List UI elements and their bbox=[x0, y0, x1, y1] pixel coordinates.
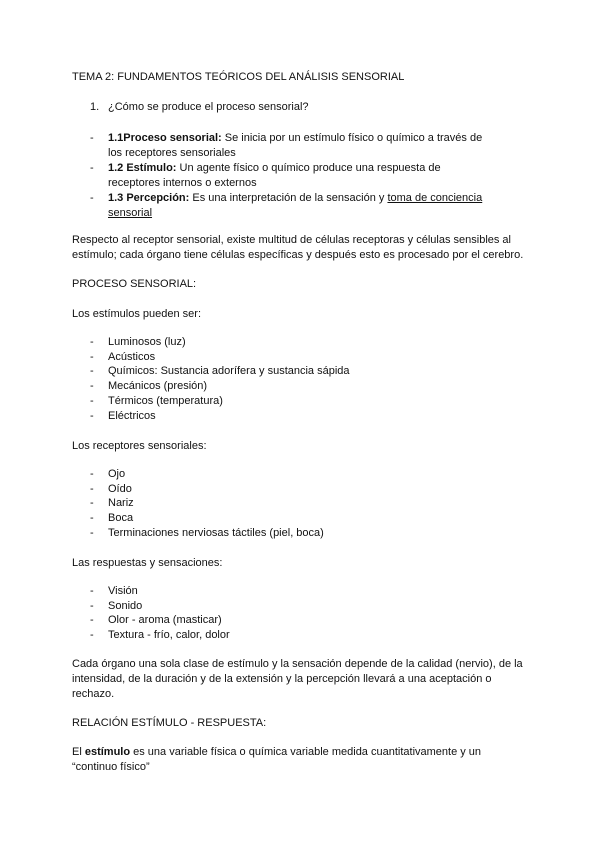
page-title: TEMA 2: FUNDAMENTOS TEÓRICOS DEL ANÁLISIS SENSORIAL bbox=[72, 71, 405, 83]
dash-bullet: - bbox=[90, 614, 94, 627]
question-list bbox=[72, 100, 309, 115]
list-item-text: Olor - aroma (masticar) bbox=[108, 614, 222, 627]
dash-bullet: - bbox=[90, 132, 94, 144]
receptors-list bbox=[72, 467, 324, 541]
list-item bbox=[72, 364, 350, 379]
dash-bullet: - bbox=[90, 599, 94, 612]
list-item bbox=[72, 394, 350, 409]
list-number: 1. bbox=[90, 101, 100, 113]
list-item bbox=[72, 335, 350, 350]
list-item bbox=[72, 599, 230, 614]
list-item bbox=[72, 482, 324, 497]
list-item bbox=[72, 100, 309, 115]
dash-bullet: - bbox=[90, 629, 94, 642]
dash-bullet: - bbox=[90, 468, 94, 480]
dash-bullet: - bbox=[90, 526, 94, 539]
dash-bullet: - bbox=[90, 161, 94, 174]
dash-bullet: - bbox=[90, 497, 94, 510]
paragraph-organ: Cada órgano una sola clase de estímulo y la sensación depende de la calidad (nervio), de la intensidad, de la duración y de la extensión y la percepción llevará a una aceptación o rechazo. bbox=[72, 658, 523, 700]
definition-list bbox=[72, 131, 488, 221]
dash-bullet: - bbox=[90, 365, 94, 378]
stimuli-list bbox=[72, 335, 350, 423]
list-item bbox=[72, 526, 324, 541]
list-item-text: Mecánicos (presión) bbox=[108, 380, 208, 393]
paragraph-text: es una variable física o química variable medida cuantitativamente y un “continuo físico” bbox=[72, 746, 482, 773]
receptors-intro: Los receptores sensoriales: bbox=[72, 440, 207, 452]
dash-bullet: - bbox=[90, 380, 94, 393]
underlined-text: toma de conciencia sensorial bbox=[108, 191, 483, 219]
dash-bullet: - bbox=[90, 336, 94, 348]
dash-bullet: - bbox=[90, 585, 94, 597]
dash-bullet: - bbox=[90, 350, 94, 363]
section-heading-relacion: RELACIÓN ESTÍMULO - RESPUESTA: bbox=[72, 717, 267, 729]
list-item bbox=[72, 350, 350, 365]
list-item-text: Térmicos (temperatura) bbox=[108, 394, 223, 407]
definition-term: 1.1Proceso sensorial: bbox=[108, 132, 222, 144]
section-heading-proceso: PROCESO SENSORIAL: bbox=[72, 278, 197, 290]
list-item-text: Sonido bbox=[108, 599, 143, 612]
list-item bbox=[72, 161, 488, 190]
responses-intro: Las respuestas y sensaciones: bbox=[72, 557, 223, 569]
list-item bbox=[72, 584, 230, 599]
list-item-text: Terminaciones nerviosas táctiles (piel, boca) bbox=[108, 526, 324, 539]
list-item bbox=[72, 496, 324, 511]
list-item bbox=[72, 467, 324, 482]
list-item-text: Textura - frío, calor, dolor bbox=[108, 629, 230, 642]
definition-text: Un agente físico o químico produce una respuesta de receptores internos o externos bbox=[108, 161, 441, 189]
list-item bbox=[72, 613, 230, 628]
list-item-text: Acústicos bbox=[108, 350, 156, 363]
list-item-text: Eléctricos bbox=[108, 409, 156, 422]
stimuli-intro: Los estímulos pueden ser: bbox=[72, 308, 202, 320]
dash-bullet: - bbox=[90, 409, 94, 422]
definition-text: Se inicia por un estímulo físico o químico a través de los receptores sensoriales bbox=[108, 132, 483, 159]
list-item-text: Oído bbox=[108, 482, 132, 495]
definition-term: 1.3 Percepción: bbox=[108, 191, 190, 204]
list-item bbox=[72, 409, 350, 424]
list-item-text: Químicos: Sustancia adorífera y sustancia sápida bbox=[108, 365, 350, 378]
bold-term: estímulo bbox=[84, 746, 131, 758]
list-item bbox=[72, 131, 488, 160]
list-item bbox=[72, 191, 488, 220]
definition-text: Es una interpretación de la sensación y bbox=[189, 191, 388, 204]
list-item bbox=[72, 628, 230, 643]
list-item-text: Visión bbox=[108, 585, 138, 597]
dash-bullet: - bbox=[90, 512, 94, 525]
list-item bbox=[72, 379, 350, 394]
dash-bullet: - bbox=[90, 191, 94, 204]
list-item bbox=[72, 511, 324, 526]
responses-list bbox=[72, 584, 230, 643]
dash-bullet: - bbox=[90, 482, 94, 495]
list-item-text: Ojo bbox=[108, 468, 126, 480]
list-item-text: Luminosos (luz) bbox=[108, 336, 186, 348]
paragraph-text: El bbox=[72, 746, 85, 758]
dash-bullet: - bbox=[90, 394, 94, 407]
definition-term: 1.2 Estímulo: bbox=[108, 161, 177, 174]
question-text: ¿Cómo se produce el proceso sensorial? bbox=[108, 101, 309, 113]
paragraph-stimulus bbox=[72, 745, 492, 775]
paragraph-receptor: Respecto al receptor sensorial, existe multitud de células receptoras y células sensibles al estímulo; cada órgano tiene células específicas y después esto es procesado por el cerebro. bbox=[72, 234, 524, 261]
list-item-text: Nariz bbox=[108, 497, 134, 510]
list-item-text: Boca bbox=[108, 512, 134, 525]
